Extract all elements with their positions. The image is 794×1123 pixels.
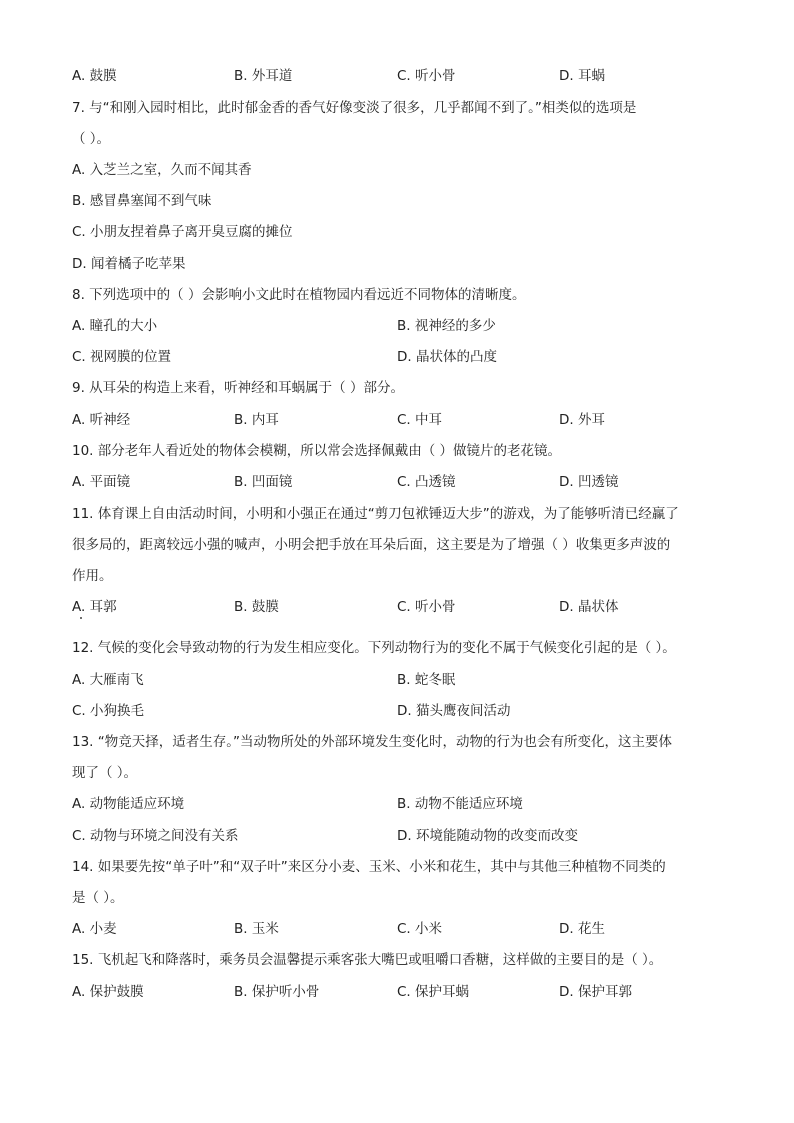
q9-option-c: C. 中耳 xyxy=(397,412,443,428)
q14-options xyxy=(0,919,794,939)
q9-stem: 9. 从耳朵的构造上来看，听神经和耳蜗属于（ ）部分。 xyxy=(72,380,404,396)
q11-stem-line2: 很多局的，距离较远小强的喊声，小明会把手放在耳朵后面，这主要是为了增强（ ）收集更多声波的 xyxy=(72,537,671,553)
q8-option-b: B. 视神经的多少 xyxy=(397,318,496,334)
q6-option-a: A. 鼓膜 xyxy=(72,68,117,84)
q14-stem-line1: 14. 如果要先按“单子叶”和“双子叶”来区分小麦、玉米、小米和花生，其中与其他三种植物不同类的 xyxy=(72,859,666,875)
q7-stem-line2: （ ）。 xyxy=(72,131,111,147)
q15-options xyxy=(0,982,794,1002)
q14-stem-line2: 是（ ）。 xyxy=(72,890,124,906)
q12-option-d: D. 猫头鹰夜间活动 xyxy=(397,703,511,719)
q10-options xyxy=(0,472,794,492)
q14-option-a: A. 小麦 xyxy=(72,921,117,937)
q11-option-d: D. 晶状体 xyxy=(559,599,619,615)
q8-option-d: D. 晶状体的凸度 xyxy=(397,349,497,365)
q11-options xyxy=(0,597,794,617)
q13-option-b: B. 动物不能适应环境 xyxy=(397,796,523,812)
q12-options-row1 xyxy=(0,670,794,690)
q15-option-b: B. 保护听小骨 xyxy=(234,984,320,1000)
q9-option-a: A. 听神经 xyxy=(72,412,131,428)
q12-stem: 12. 气候的变化会导致动物的行为发生相应变化。下列动物行为的变化不属于气候变化引起的是（ ）。 xyxy=(72,640,676,656)
q9-option-b: B. 内耳 xyxy=(234,412,279,428)
q11-option-b: B. 鼓膜 xyxy=(234,599,279,615)
q13-option-c: C. 动物与环境之间没有关系 xyxy=(72,828,239,844)
q9-option-d: D. 外耳 xyxy=(559,412,605,428)
q8-option-a: A. 瞳孔的大小 xyxy=(72,318,158,334)
q13-options-row1 xyxy=(0,794,794,814)
q15-stem: 15. 飞机起飞和降落时，乘务员会温馨提示乘客张大嘴巴或咀嚼口香糖，这样做的主要目的是（ ）。 xyxy=(72,952,663,968)
q13-stem-line1: 13. “物竞天择，适者生存。”当动物所处的外部环境发生变化时，动物的行为也会有所变化，这主要体 xyxy=(72,734,672,750)
q10-option-a: A. 平面镜 xyxy=(72,474,131,490)
q8-options-row2 xyxy=(0,347,794,367)
q13-stem-line2: 现了（ ）。 xyxy=(72,765,138,781)
q12-option-a: A. 大雁南飞 xyxy=(72,672,144,688)
q10-stem: 10. 部分老年人看近处的物体会模糊，所以常会选择佩戴由（ ）做镜片的老花镜。 xyxy=(72,443,562,459)
q8-option-c: C. 视网膜的位置 xyxy=(72,349,172,365)
q7-option-a: A. 入芝兰之室，久而不闻其香 xyxy=(72,162,252,178)
q10-option-c: C. 凸透镜 xyxy=(397,474,456,490)
q13-option-d: D. 环境能随动物的改变而改变 xyxy=(397,828,578,844)
q11-option-c: C. 听小骨 xyxy=(397,599,456,615)
q13-option-a: A. 动物能适应环境 xyxy=(72,796,185,812)
q7-stem-line1: 7. 与“和刚入园时相比，此时郁金香的香气好像变淡了很多，几乎都闻不到了。”相类似的选项是 xyxy=(72,100,637,116)
q12-option-c: C. 小狗换毛 xyxy=(72,703,145,719)
q7-option-c: C. 小朋友捏着鼻子离开臭豆腐的摊位 xyxy=(72,224,293,240)
stray-mark xyxy=(80,617,82,619)
q6-option-c: C. 听小骨 xyxy=(397,68,456,84)
q12-option-b: B. 蛇冬眠 xyxy=(397,672,456,688)
q8-stem: 8. 下列选项中的（ ）会影响小文此时在植物园内看远近不同物体的清晰度。 xyxy=(72,287,526,303)
q14-option-b: B. 玉米 xyxy=(234,921,279,937)
q14-option-d: D. 花生 xyxy=(559,921,605,937)
q8-options-row1 xyxy=(0,316,794,336)
q6-option-d: D. 耳蜗 xyxy=(559,68,605,84)
q6-option-b: B. 外耳道 xyxy=(234,68,293,84)
q10-option-d: D. 凹透镜 xyxy=(559,474,619,490)
q12-options-row2 xyxy=(0,701,794,721)
q15-option-a: A. 保护鼓膜 xyxy=(72,984,144,1000)
q11-stem-line1: 11. 体育课上自由活动时间，小明和小强正在通过“剪刀包袱锤迈大步”的游戏，为了能够听清已经赢了 xyxy=(72,506,679,522)
q6-options xyxy=(0,66,794,86)
q9-options xyxy=(0,410,794,430)
q7-option-b: B. 感冒鼻塞闻不到气味 xyxy=(72,193,212,209)
q11-option-a: A. 耳郭 xyxy=(72,599,117,615)
q7-option-d: D. 闻着橘子吃苹果 xyxy=(72,256,186,272)
q13-options-row2 xyxy=(0,826,794,846)
q14-option-c: C. 小米 xyxy=(397,921,443,937)
q10-option-b: B. 凹面镜 xyxy=(234,474,293,490)
q15-option-d: D. 保护耳郭 xyxy=(559,984,632,1000)
q15-option-c: C. 保护耳蜗 xyxy=(397,984,470,1000)
q11-stem-line3: 作用。 xyxy=(72,568,113,584)
